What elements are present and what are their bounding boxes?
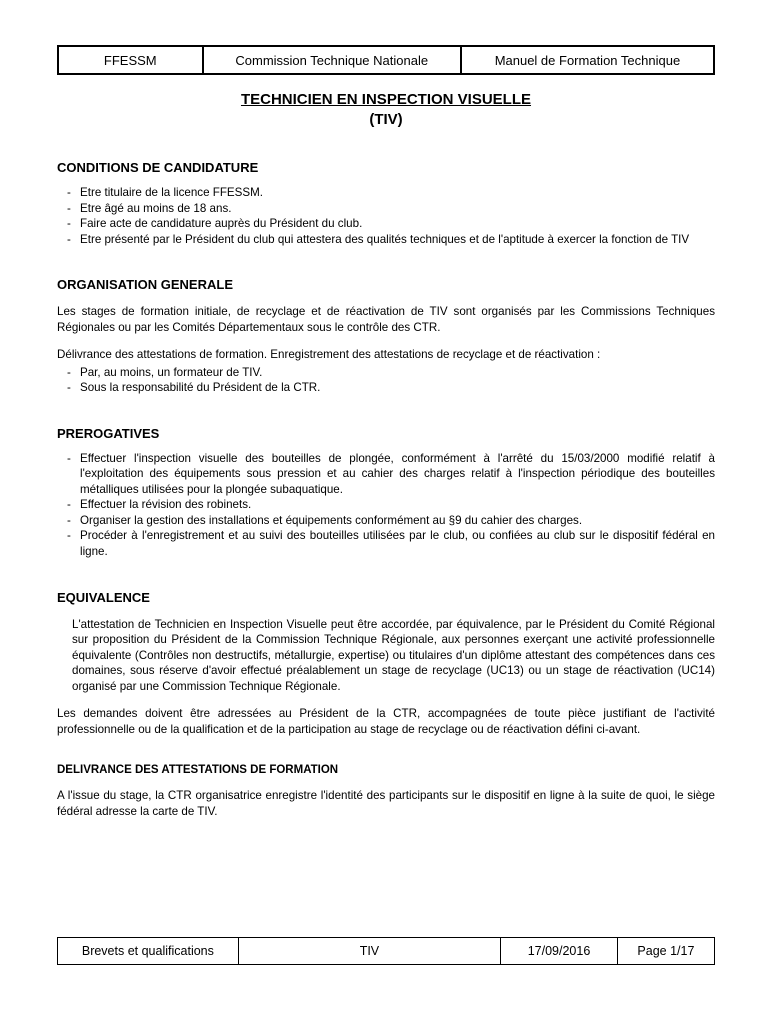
prerogatives-list	[66, 451, 715, 560]
document-footer-table	[57, 937, 715, 965]
paragraph: A l'issue du stage, la CTR organisatrice enregistre l'identité des participants sur le dispositif en ligne à la suite de quoi, le siège fédéral adresse la carte de TIV.	[57, 789, 715, 818]
list-item: - Etre titulaire de la licence FFESSM.	[66, 185, 715, 201]
document-title: TECHNICIEN EN INSPECTION VISUELLE	[240, 91, 532, 108]
footer-cell-page-number: Page 1/17	[617, 938, 714, 964]
section-heading-equivalence: EQUIVALENCE	[57, 589, 150, 605]
header-cell-manuel: Manuel de Formation Technique	[460, 47, 713, 73]
paragraph: Les demandes doivent être adressées au Président de la CTR, accompagnées de toute pièce justifiant de l'activité professionnelle ou de la qualification et de la participation au stage de recyclage ou de réactivation défini ci-avant.	[57, 707, 715, 736]
organisation-list	[66, 365, 715, 396]
list-item: - Procéder à l'enregistrement et au suivi des bouteilles utilisées par le club, ou confiées au club sur le dispositif fédéral en ligne.	[66, 528, 715, 559]
paragraph: Les stages de formation initiale, de recyclage et de réactivation de TIV sont organisés par les Commissions Techniques Régionales ou par les Comités Départementaux sous le contrôle des CTR.	[57, 305, 715, 334]
list-item: - Organiser la gestion des installations et équipements conformément au §9 du cahier des charges.	[66, 513, 715, 529]
list-item: - Faire acte de candidature auprès du Président du club.	[66, 216, 715, 232]
paragraph: Délivrance des attestations de formation. Enregistrement des attestations de recyclage et de réactivation :	[57, 348, 601, 362]
document-subtitle: (TIV)	[369, 110, 403, 128]
footer-cell-brevets: Brevets et qualifications	[81, 943, 214, 958]
section-heading-prerogatives: PREROGATIVES	[57, 425, 160, 441]
paragraph: L'attestation de Technicien en Inspection Visuelle peut être accordée, par équivalence, par le Président du Comité Régional sur proposition du Président de la Commission Technique Régionale, aux personnes exerçant une activité professionnelle équivalente (Contrôles non destructifs, métallurgie, expertise) ou titulaires d'un diplôme attestant des compétences dans ces domaines, sous réserve d'avoir effectué préalablement un stage de recyclage (UC13) ou un stage de réactivation (UC14) organisé par une Commission Technique Régionale.	[72, 617, 715, 693]
section-heading-organisation: ORGANISATION GENERALE	[57, 277, 233, 293]
list-item: - Par, au moins, un formateur de TIV.	[66, 365, 715, 381]
title-block	[57, 91, 715, 130]
list-item: - Etre âgé au moins de 18 ans.	[66, 201, 715, 217]
section-heading-delivrance: DELIVRANCE DES ATTESTATIONS DE FORMATION	[57, 764, 339, 777]
list-item: - Etre présenté par le Président du club qui attestera des qualités techniques et de l'aptitude à exercer la fonction de TIV	[66, 232, 715, 248]
conditions-list	[66, 185, 715, 247]
header-cell-ffessm: FFESSM	[103, 52, 157, 68]
list-item: - Effectuer l'inspection visuelle des bouteilles de plongée, conformément à l'arrêté du 15/03/2000 modifié relatif à l'exploitation des équipements sous pression et au cahier des charges relatif à l'inspection périodique des bouteilles métalliques utilisées pour la plongée subaquatique.	[66, 451, 715, 498]
list-item: - Effectuer la révision des robinets.	[66, 497, 715, 513]
footer-cell-date: 17/09/2016	[500, 938, 617, 964]
document-header-table	[57, 45, 715, 75]
footer-cell-tiv: TIV	[238, 938, 500, 964]
header-cell-commission: Commission Technique Nationale	[202, 47, 460, 73]
section-heading-conditions: CONDITIONS DE CANDIDATURE	[57, 160, 259, 175]
list-item: - Sous la responsabilité du Président de la CTR.	[66, 380, 715, 396]
